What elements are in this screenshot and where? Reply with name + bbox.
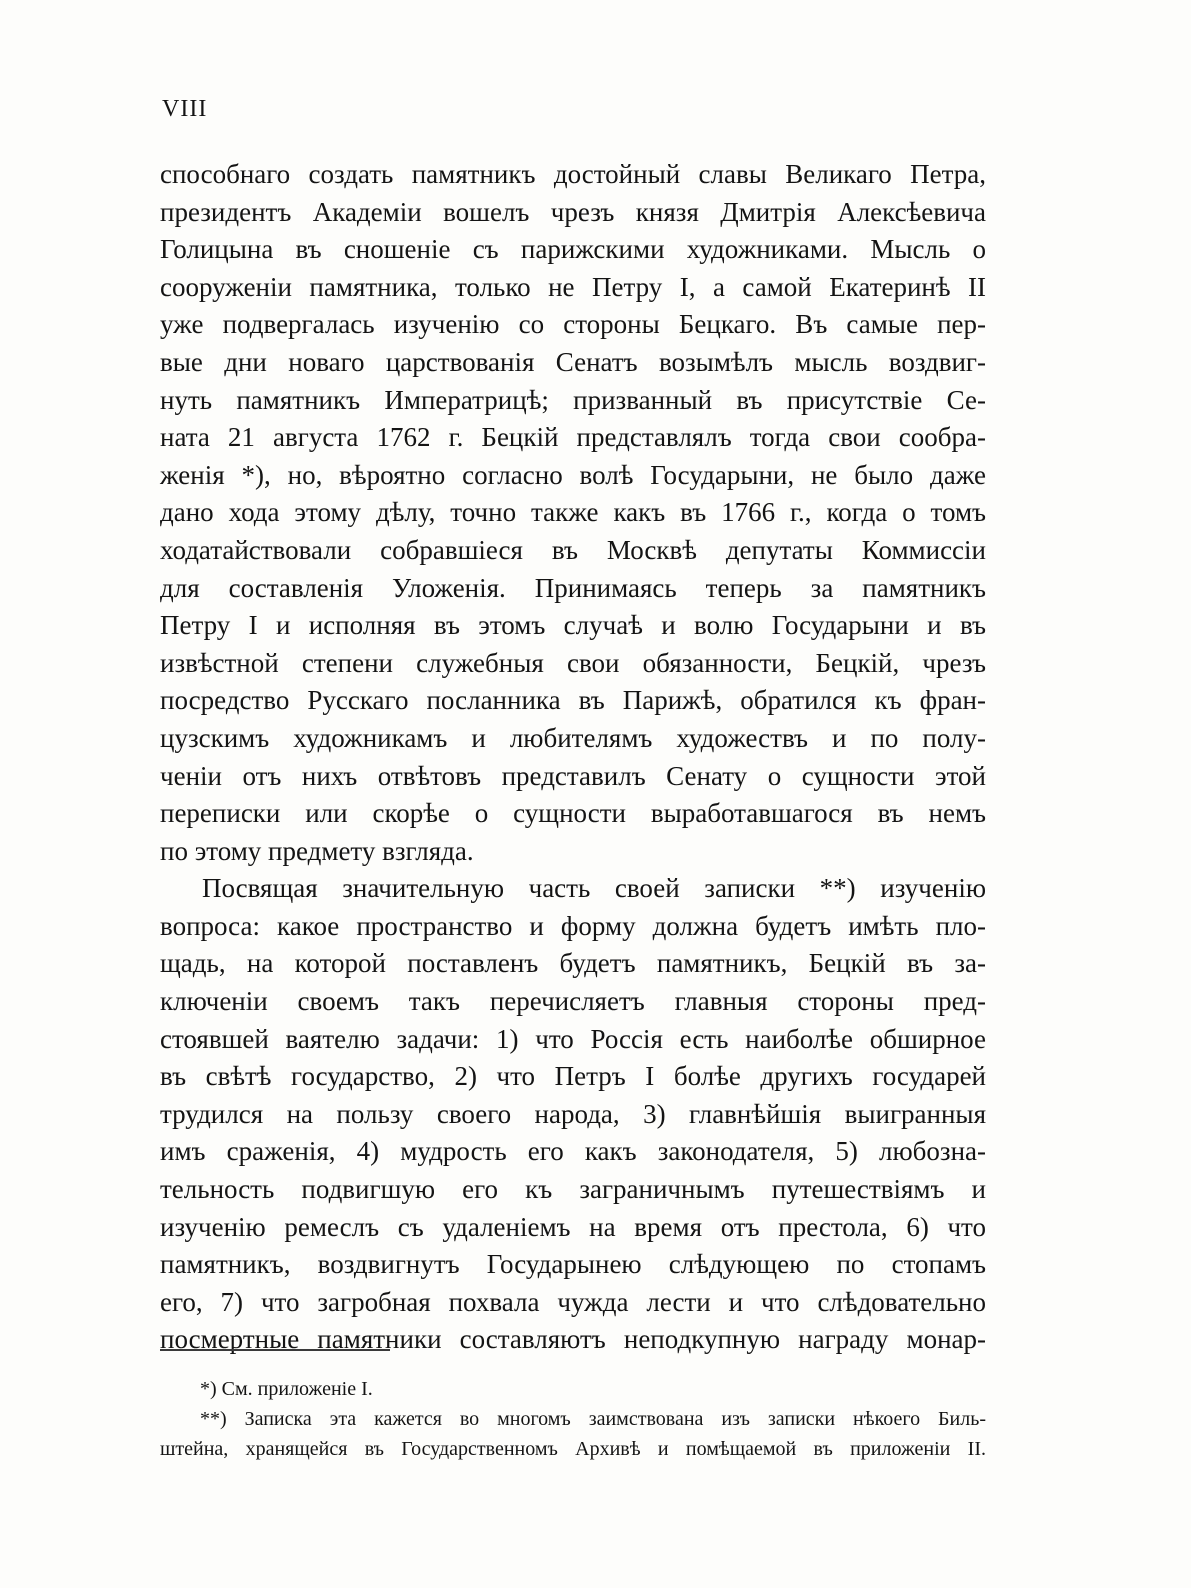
- text-line: ната 21 августа 1762 г. Бецкій представлялъ тогда свои сообра-: [160, 422, 986, 453]
- text-line: сооруженіи памятника, только не Петру I, а самой Екатеринѣ II: [160, 271, 986, 302]
- text-line: ченіи отъ нихъ отвѣтовъ представилъ Сенату о сущности этой: [160, 760, 986, 791]
- text-line: Петру I и исполняя въ этомъ случаѣ и волю Государыни и въ: [160, 610, 986, 641]
- footnote-line: штейна, хранящейся въ Государственномъ Архивѣ и помѣщаемой въ приложеніи II.: [160, 1438, 986, 1460]
- text-line: въ свѣтѣ государство, 2) что Петръ I болѣе другихъ государей: [160, 1061, 986, 1092]
- text-line: президентъ Академіи вошелъ чрезъ князя Дмитрія Алексѣевича: [160, 196, 986, 227]
- text-line: ключеніи своемъ такъ перечисляетъ главныя стороны пред-: [160, 986, 986, 1017]
- text-line: Посвящая значительную часть своей записки **) изученію: [202, 873, 986, 904]
- text-line: вопроса: какое пространство и форму должна будетъ имѣть пло-: [160, 910, 986, 941]
- main-text: [160, 156, 986, 1359]
- text-line: переписки или скорѣе о сущности выработавшагося въ немъ: [160, 798, 986, 829]
- text-line: нуть памятникъ Императрицѣ; призванный въ присутствіе Се-: [160, 384, 986, 415]
- text-line: памятникъ, воздвигнутъ Государынею слѣдующею по стопамъ: [160, 1249, 986, 1280]
- text-line: посмертные памятники составляютъ неподкупную награду монар-: [160, 1324, 986, 1355]
- paragraph-2: [160, 870, 986, 1359]
- text-line: изученію ремеслъ съ удаленіемъ на время отъ престола, 6) что: [160, 1211, 986, 1242]
- text-line: посредство Русскаго посланника въ Парижѣ, обратился къ фран-: [160, 685, 986, 716]
- text-line: цузскимъ художникамъ и любителямъ художествъ и по полу-: [160, 722, 986, 753]
- text-line: уже подвергалась изученію со стороны Бецкаго. Въ самые пер-: [160, 309, 986, 340]
- text-line: трудился на пользу своего народа, 3) главнѣйшія выигранныя: [160, 1098, 986, 1129]
- text-line: имъ сраженія, 4) мудрость его какъ законодателя, 5) любозна-: [160, 1136, 986, 1167]
- text-line: тельность подвигшую его къ заграничнымъ путешествіямъ и: [160, 1174, 986, 1205]
- footnote-line: **) Записка эта кажется во многомъ заимствована изъ записки нѣкоего Биль-: [200, 1408, 986, 1430]
- text-line: Голицына въ сношеніе съ парижскими художниками. Мысль о: [160, 234, 986, 265]
- text-line: щадь, на которой поставленъ будетъ памятникъ, Бецкій въ за-: [160, 948, 986, 979]
- text-line: вые дни новаго царствованія Сенатъ возымѣлъ мысль воздвиг-: [160, 346, 986, 377]
- footnote-line: *) См. приложеніе I.: [200, 1378, 373, 1400]
- footnote-divider: [160, 1349, 390, 1351]
- footnote-1: [160, 1374, 986, 1404]
- text-line: женія *), но, вѣроятно согласно волѣ Государыни, не было даже: [160, 459, 986, 490]
- text-line: стоявшей ваятелю задачи: 1) что Россія есть наиболѣе обширное: [160, 1023, 986, 1054]
- page-number: VIII: [162, 96, 208, 122]
- text-line: дано хода этому дѣлу, точно также какъ въ 1766 г., когда о томъ: [160, 497, 986, 528]
- footnote-2: [160, 1404, 986, 1464]
- text-line: способнаго создать памятникъ достойный славы Великаго Петра,: [160, 159, 986, 189]
- paragraph-1: [160, 156, 986, 870]
- text-line: по этому предмету взгляда.: [160, 835, 474, 866]
- text-line: его, 7) что загробная похвала чужда лести и что слѣдовательно: [160, 1286, 986, 1317]
- text-line: для составленія Уложенія. Принимаясь теперь за памятникъ: [160, 572, 986, 603]
- text-line: извѣстной степени служебныя свои обязанности, Бецкій, чрезъ: [160, 647, 986, 678]
- text-line: ходатайствовали собравшіеся въ Москвѣ депутаты Коммиссіи: [160, 534, 986, 565]
- footnotes: [160, 1374, 986, 1464]
